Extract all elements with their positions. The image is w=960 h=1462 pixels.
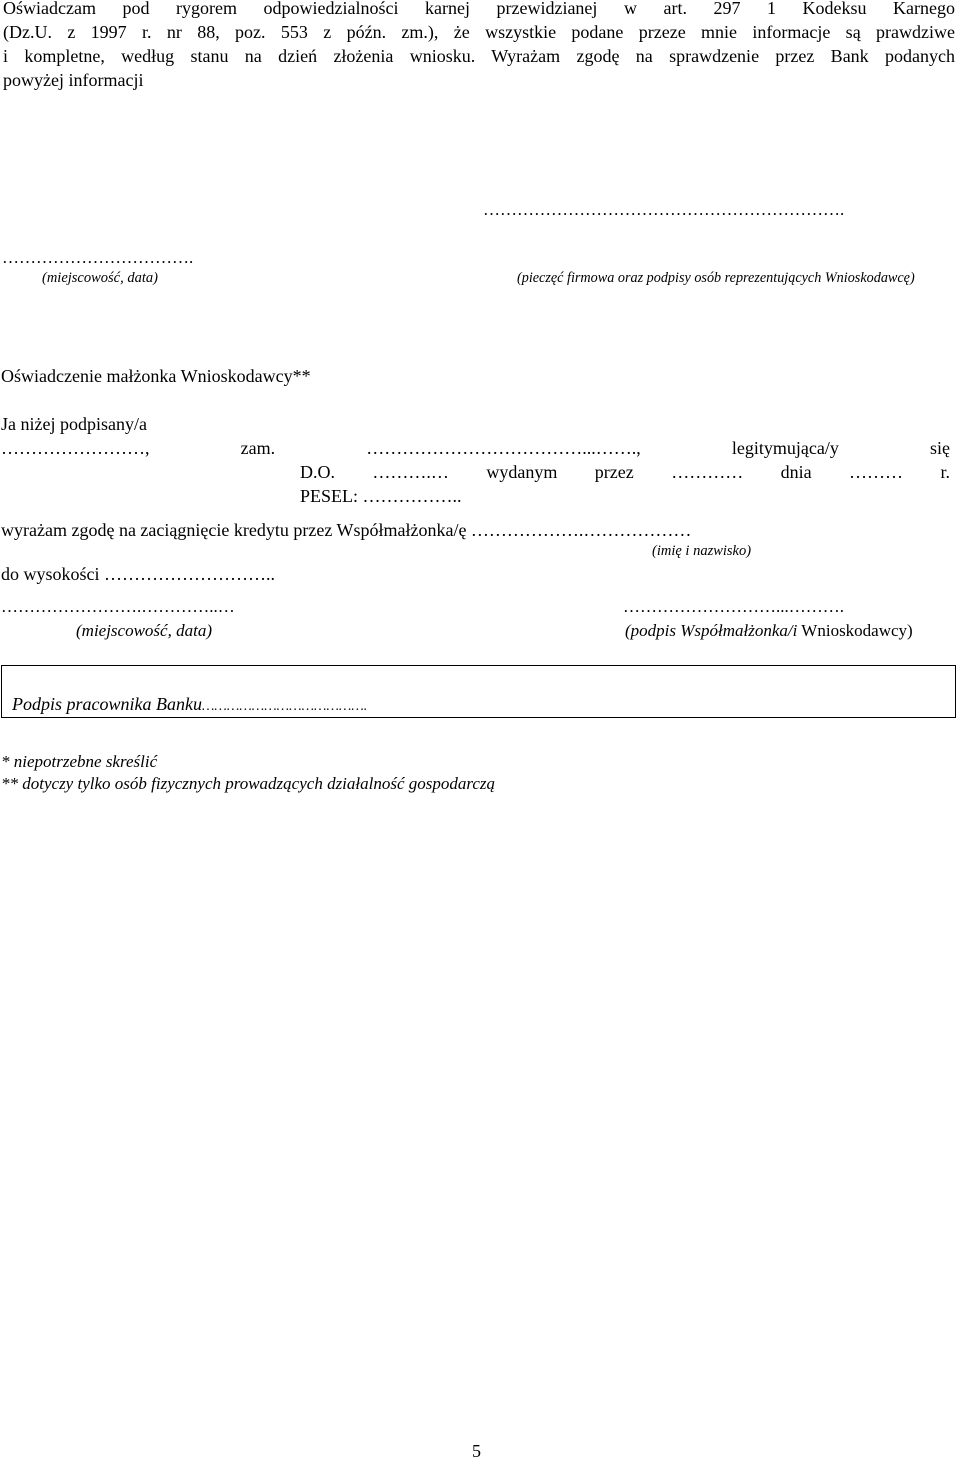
spouse-signature-caption-italic: (podpis Współmałżonka/i	[625, 621, 798, 640]
spouse-id-line: D.O. ……….… wydanym przez ………… dnia ……… r.	[300, 462, 950, 482]
footnote-2: ** dotyczy tylko osób fizycznych prowadzących działalność gospodarczą	[1, 774, 496, 793]
spouse-consent-line: wyrażam zgodę na zaciągnięcie kredytu przez Współmałżonka/ę ……………….………………	[1, 520, 692, 540]
intro-statement	[3, 0, 955, 92]
bank-employee-signature-text	[12, 694, 367, 715]
footnote-1: * niepotrzebne skreślić	[1, 752, 158, 771]
intro-line-1: Oświadczam pod rygorem odpowiedzialności karnej przewidzianej w art. 297 1 Kodeksu Karnego	[3, 0, 955, 18]
spouse-place-date-caption: (miejscowość, data)	[76, 621, 212, 640]
bank-employee-label: Podpis pracownika Banku	[12, 694, 202, 714]
spouse-signature-caption-rest: Wnioskodawcy)	[797, 621, 913, 640]
spouse-place-date-dots: …………………….…………..…	[1, 597, 235, 616]
spouse-address-line: ……………………, zam. ………………………………...……., legitymująca/y się	[1, 438, 950, 458]
spouse-statement-heading: Oświadczenie małżonka Wnioskodawcy**	[1, 366, 311, 386]
bank-employee-signature-box	[1, 665, 956, 718]
spouse-signature-caption	[625, 621, 913, 641]
page-number: 5	[472, 1441, 481, 1461]
bank-employee-dots: ………………………………….	[201, 699, 368, 714]
spouse-pesel-line: PESEL: ……………..	[300, 486, 462, 506]
spouse-ja-line: Ja niżej podpisany/a	[1, 414, 147, 434]
spouse-amount-line: do wysokości ………………………..	[1, 564, 275, 584]
company-signature-caption: (pieczęć firmowa oraz podpisy osób reprezentujących Wnioskodawcę)	[517, 270, 915, 286]
name-caption: (imię i nazwisko)	[652, 543, 752, 559]
company-signature-dots: ……………………………………………………….	[483, 200, 845, 219]
spouse-signature-dots: ………………………...……….	[623, 597, 844, 616]
place-date-caption: (miejscowość, data)	[42, 270, 158, 286]
intro-line-2: (Dz.U. z 1997 r. nr 88, poz. 553 z późn. zm.), że wszystkie podane przeze mnie informacje są prawdziwe	[3, 22, 955, 42]
place-date-dots: …………………………….	[2, 248, 194, 267]
intro-line-4: powyżej informacji	[3, 70, 144, 90]
intro-line-3: i kompletne, według stanu na dzień złożenia wniosku. Wyrażam zgodę na sprawdzenie przez Bank podanych	[3, 46, 955, 66]
